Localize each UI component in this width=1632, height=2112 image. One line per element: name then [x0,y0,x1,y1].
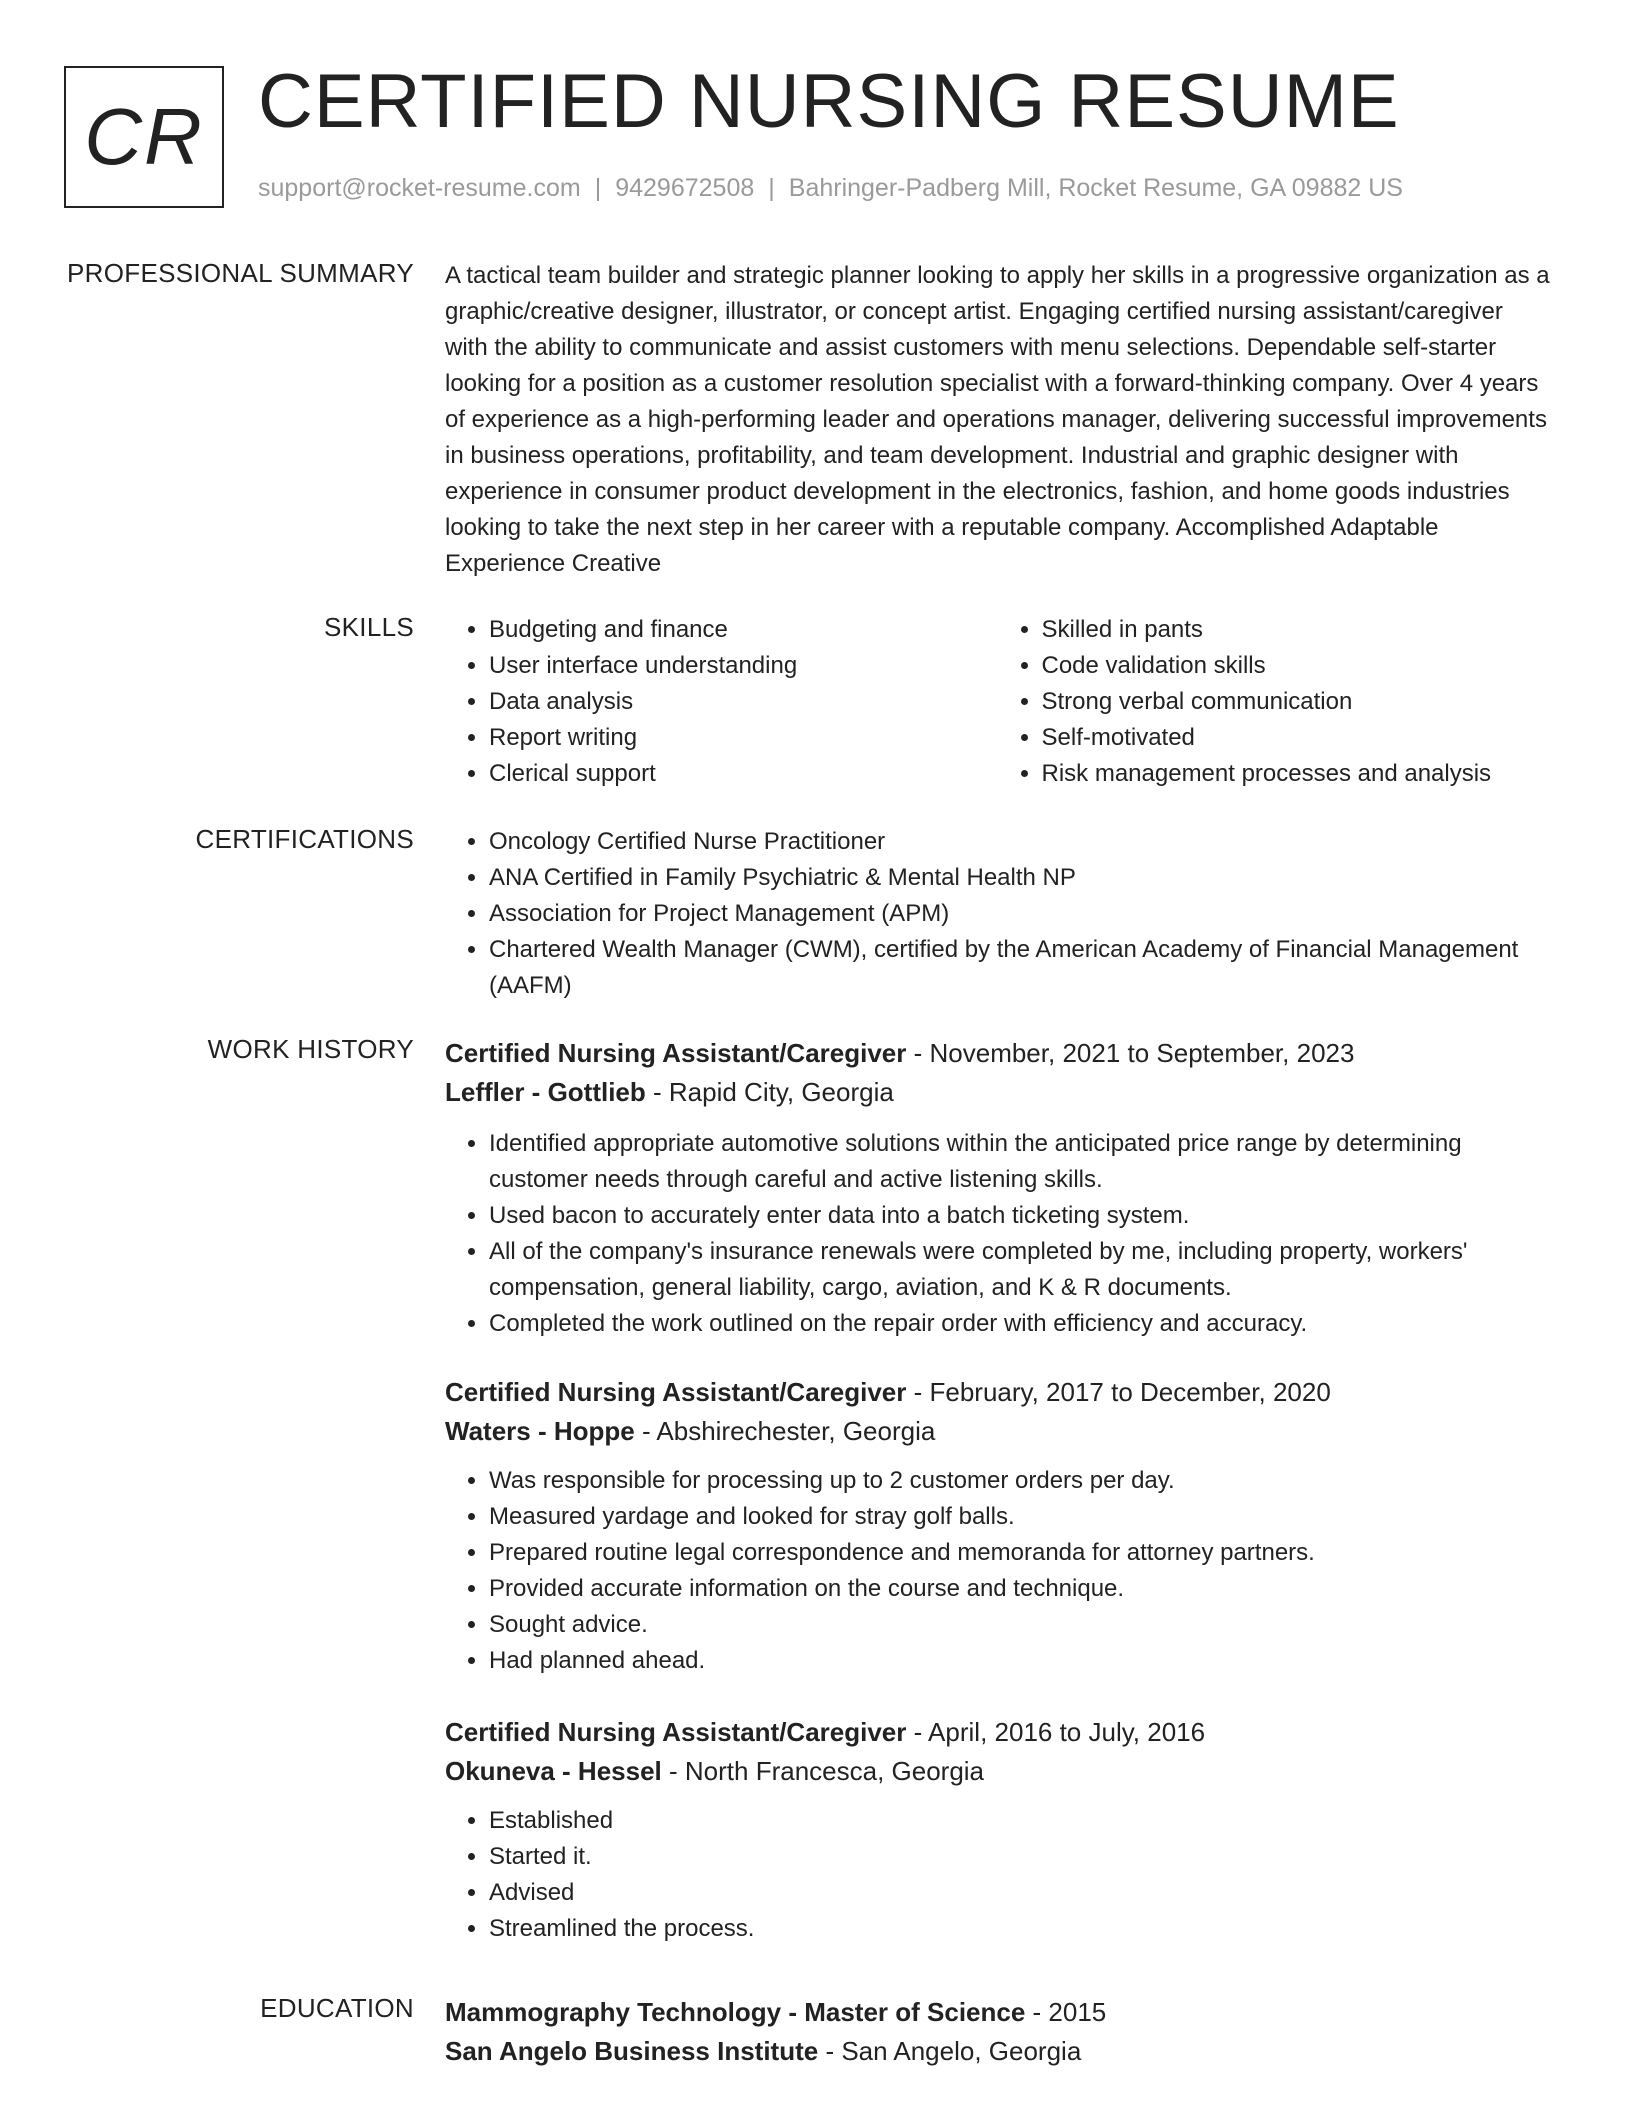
job-bullet: • Completed the work outlined on the repair order with efficiency and accuracy. [489,1306,1550,1342]
monogram-logo: CR [64,66,224,208]
section-label-summary: PROFESSIONAL SUMMARY [67,258,414,288]
job-dates: - February, 2017 to December, 2020 [906,1377,1331,1407]
contact-separator: | [768,174,775,202]
certification-item: • Chartered Wealth Manager (CWM), certified by the American Academy of Financial Management (AAFM) [489,932,1550,1004]
section-label-work-history: WORK HISTORY [207,1034,414,1064]
page-title: CERTIFIED NURSING RESUME [258,59,1400,144]
skill-item: • Data analysis [489,684,998,720]
skill-item: • Self-motivated [1042,720,1551,756]
job-dates: - November, 2021 to September, 2023 [906,1038,1355,1068]
certification-item: • Association for Project Management (APM) [489,896,1550,932]
job-bullet: • Advised [489,1875,1550,1911]
job-company: Waters - Hoppe [445,1416,635,1446]
job-bullets [445,1803,1550,1947]
skill-item: • Skilled in pants [1042,612,1551,648]
skills-list-right [998,612,1551,792]
job-title: Certified Nursing Assistant/Caregiver [445,1377,907,1407]
contact-separator: | [594,174,602,202]
skill-item: • Budgeting and finance [489,612,998,648]
job-company: Okuneva - Hessel [445,1756,662,1786]
job-location: - Rapid City, Georgia [645,1077,894,1107]
certifications-list [445,824,1550,1004]
job-bullet: • Was responsible for processing up to 2 customer orders per day. [489,1463,1550,1499]
summary-text: A tactical team builder and strategic planner looking to apply her skills in a progressive organization as a graphic/creative designer, illustrator, or concept artist. Engaging certified nursing assistant/caregiver with the ability to communicate and assist customers with menu selections. Dependable self-starter looking for a position as a customer resolution specialist with a forward-thinking company. Over 4 years of experience as a high-performing leader and operations manager, delivering successful improvements in business operations, profitability, and team development. Industrial and graphic designer with experience in consumer product development in the electronics, fashion, and home goods industries looking to take the next step in her career with a reputable company. Accomplished Adaptable Experience Creative [445,262,1550,577]
contact-phone: 9429672508 [615,174,755,202]
skill-item: • Clerical support [489,756,998,792]
education-location: - San Angelo, Georgia [818,2036,1082,2066]
job-bullet: • Provided accurate information on the course and technique. [489,1571,1550,1607]
section-label-skills: SKILLS [324,612,414,642]
job-bullet: • Sought advice. [489,1607,1550,1643]
education-degree: Mammography Technology - Master of Science [445,1997,1026,2027]
job-bullet: • Streamlined the process. [489,1911,1550,1947]
job-bullet: • Established [489,1803,1550,1839]
certification-item: • Oncology Certified Nurse Practitioner [489,824,1550,860]
section-label-education: EDUCATION [260,1993,414,2023]
job-company: Leffler - Gottlieb [445,1077,646,1107]
job-bullet: • All of the company's insurance renewals were completed by me, including property, workers' compensation, general liability, cargo, aviation, and K & R documents. [489,1234,1550,1306]
job-bullet: • Identified appropriate automotive solutions within the anticipated price range by determining customer needs through careful and active listening skills. [489,1126,1550,1198]
certification-item: • ANA Certified in Family Psychiatric & Mental Health NP [489,860,1550,896]
skill-item: • Code validation skills [1042,648,1551,684]
resume-header [64,59,1564,216]
job-bullets [445,1126,1550,1342]
contact-email: support@rocket-resume.com [258,174,581,202]
education-year: - 2015 [1025,1997,1107,2027]
job-bullet: • Used bacon to accurately enter data into a batch ticketing system. [489,1198,1550,1234]
job-title: Certified Nursing Assistant/Caregiver [445,1038,907,1068]
education-school: San Angelo Business Institute [445,2036,819,2066]
skill-item: • Strong verbal communication [1042,684,1551,720]
section-label-certifications: CERTIFICATIONS [195,824,414,854]
job-bullets [445,1463,1550,1679]
skill-item: • User interface understanding [489,648,998,684]
contact-line [258,174,1403,203]
contact-address: Bahringer-Padberg Mill, Rocket Resume, GA 09882 US [788,174,1403,202]
skill-item: • Risk management processes and analysis [1042,756,1551,792]
job-location: - North Francesca, Georgia [661,1756,985,1786]
job-dates: - April, 2016 to July, 2016 [906,1717,1206,1747]
skill-item: • Report writing [489,720,998,756]
job-bullet: • Measured yardage and looked for stray golf balls. [489,1499,1550,1535]
job-bullet: • Started it. [489,1839,1550,1875]
job-title: Certified Nursing Assistant/Caregiver [445,1717,907,1747]
job-bullet: • Had planned ahead. [489,1643,1550,1679]
job-location: - Abshirechester, Georgia [634,1416,936,1446]
job-bullet: • Prepared routine legal correspondence and memoranda for attorney partners. [489,1535,1550,1571]
skills-list-left [445,612,998,792]
